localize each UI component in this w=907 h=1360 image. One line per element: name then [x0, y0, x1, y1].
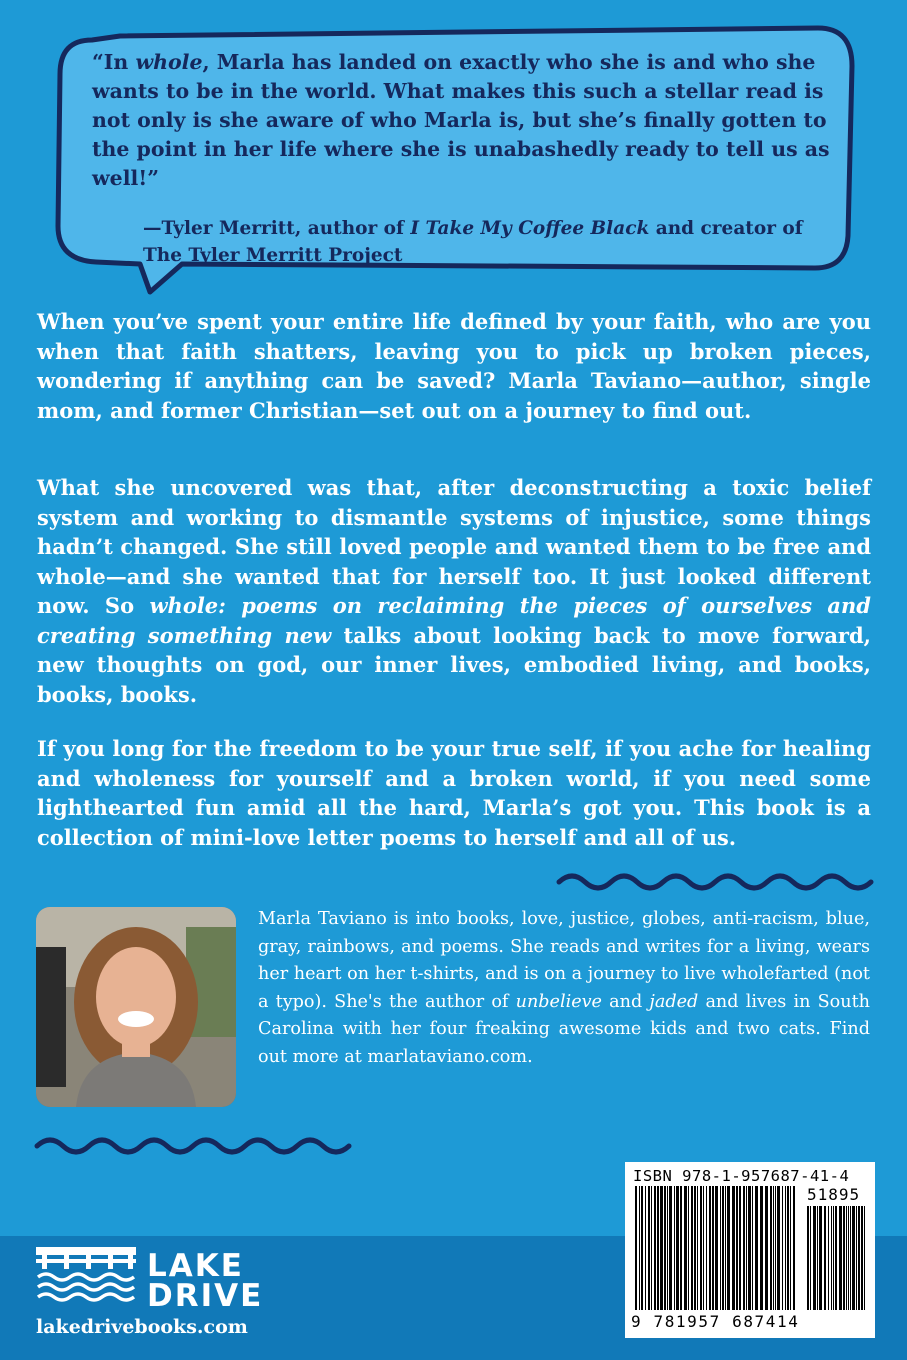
barcode-bar — [709, 1186, 711, 1310]
barcode-bar — [813, 1206, 816, 1310]
barcode-bar — [770, 1186, 772, 1310]
barcode-bar — [824, 1206, 826, 1310]
publisher-website[interactable]: lakedrivebooks.com — [36, 1316, 248, 1338]
description-paragraph-2 — [37, 473, 871, 709]
barcode-bar — [777, 1186, 780, 1310]
barcode-bar — [732, 1186, 735, 1310]
barcode-bar — [787, 1186, 789, 1310]
barcode-bar — [691, 1186, 693, 1310]
author-bio — [258, 906, 870, 1071]
barcode-bar — [739, 1186, 741, 1310]
author-portrait-icon — [36, 907, 236, 1107]
barcode-area — [625, 1162, 875, 1338]
barcode-bar — [765, 1186, 768, 1310]
barcode-bar — [817, 1206, 818, 1310]
ean5-number: 51895 — [807, 1185, 861, 1204]
text-segment: Marla Taviano is into books, love, justice, globes, anti-racism, blue, gray, rainbows, and poems. She reads and writes for a living, wears her heart on her t-shirts, and is on a journey to live wholefarted (not a typo). She's the author of — [258, 909, 870, 1012]
barcode-bar — [807, 1206, 809, 1310]
text-segment: and creator of The Tyler Merritt Project — [143, 218, 803, 266]
barcode-bar — [680, 1186, 682, 1310]
text-segment: When you’ve spent your entire life defined by your faith, who are you when that faith shatters, leaving you to pick up broken pieces, wondering if anything can be saved? Marla Taviano—author, single mom, and former Christian—set out on a journey to find out. — [37, 309, 871, 423]
endorsement-attribution — [143, 215, 823, 269]
barcode-bar — [858, 1206, 860, 1310]
barcode-bar — [846, 1206, 847, 1310]
barcode-bar — [790, 1186, 791, 1310]
author-photo — [36, 907, 236, 1107]
italic-text: whole: poems on reclaiming the pieces of ourselves and creating something new — [37, 593, 871, 648]
endorsement-quote — [92, 48, 832, 193]
text-segment: and — [601, 991, 650, 1012]
italic-text: unbelieve — [515, 991, 602, 1012]
barcode-bar — [657, 1186, 659, 1310]
barcode-bar — [641, 1186, 643, 1310]
barcode-bar — [828, 1206, 829, 1310]
barcode-bar — [700, 1186, 702, 1310]
barcode-bar — [703, 1186, 704, 1310]
wave-divider-bottom — [33, 1132, 353, 1158]
barcode-bar — [684, 1186, 687, 1310]
text-segment: talks about looking back to move forward, new thoughts on god, our inner lives, embodied living, and books, books, books. — [37, 622, 871, 707]
barcode-bar — [639, 1186, 640, 1310]
barcode-bar — [773, 1186, 774, 1310]
barcode-bar — [856, 1206, 857, 1310]
barcode-bar — [712, 1186, 714, 1310]
barcode-bar — [664, 1186, 666, 1310]
description-paragraph-1 — [37, 307, 871, 425]
barcode-bar — [810, 1206, 811, 1310]
barcode-bar — [864, 1206, 865, 1310]
barcode-bar — [694, 1186, 696, 1310]
barcode-bar — [752, 1186, 753, 1310]
publisher-name-line1: LAKE — [147, 1248, 244, 1284]
barcode-bar — [669, 1186, 672, 1310]
barcode-bar — [674, 1186, 675, 1310]
barcode-bar — [760, 1186, 763, 1310]
italic-text: whole — [135, 50, 203, 74]
barcode-bar — [715, 1186, 718, 1310]
description-paragraph-3 — [37, 734, 871, 852]
barcode-bar — [720, 1186, 721, 1310]
text-segment: and lives in South Carolina with her four freaking awesome kids and two cats. Find out more at marlataviano.com. — [258, 991, 870, 1067]
barcode-bar — [835, 1206, 837, 1310]
barcode-bar — [635, 1186, 637, 1310]
barcode-bar — [831, 1206, 832, 1310]
ean13-number: 9 781957 687414 — [631, 1312, 800, 1331]
barcode-bar — [676, 1186, 679, 1310]
barcode-bar — [848, 1206, 849, 1310]
barcode-bar — [667, 1186, 668, 1310]
barcode-bar — [725, 1186, 726, 1310]
barcode-bar — [660, 1186, 663, 1310]
barcode-bar — [727, 1186, 730, 1310]
barcode-bar — [819, 1206, 822, 1310]
text-segment: , Marla has landed on exactly who she is and who she wants to be in the world. What makes this such a stellar read is not only is she aware of who Marla is, but she’s finally gotten to the point in her life where she is unabashedly ready to tell us as well!” — [92, 50, 830, 190]
barcode-bar — [833, 1206, 834, 1310]
barcode-bar — [852, 1206, 855, 1310]
text-segment: —Tyler Merritt, author of — [143, 218, 411, 239]
barcode-bar — [697, 1186, 698, 1310]
barcode-bar — [706, 1186, 707, 1310]
barcode-bar — [782, 1186, 783, 1310]
barcode-bar — [850, 1206, 851, 1310]
isbn-label: ISBN 978-1-957687-41-4 — [633, 1167, 850, 1185]
barcode-bar — [722, 1186, 724, 1310]
barcode-bar — [785, 1186, 786, 1310]
barcode-bar — [746, 1186, 747, 1310]
barcode-bar — [648, 1186, 650, 1310]
italic-text: I Take My Coffee Black — [410, 218, 650, 239]
publisher-name-line2: DRIVE — [147, 1278, 264, 1314]
barcode-bar — [755, 1186, 758, 1310]
bridge-waves-icon — [36, 1245, 136, 1307]
barcode-bar — [843, 1206, 845, 1310]
text-segment: “In — [92, 50, 136, 74]
italic-text: jaded — [649, 991, 699, 1012]
text-segment: What she uncovered was that, after deconstructing a toxic belief system and working to dismantle systems of injustice, some things hadn’t changed. She still loved people and wanted them to be free and whole—and she wanted that for herself too. It just looked different now. So — [37, 475, 871, 618]
barcode-bar — [793, 1186, 795, 1310]
barcode-bar — [861, 1206, 863, 1310]
barcode-bar — [839, 1206, 842, 1310]
wave-divider-top — [555, 868, 875, 894]
text-segment: If you long for the freedom to be your true self, if you ache for healing and wholeness for yourself and a broken world, if you need some lighthearted fun amid all the hard, Marla’s got you. This book is a collection of mini-love letter poems to herself and all of us. — [37, 736, 871, 850]
barcode-bar — [645, 1186, 646, 1310]
barcode-bar — [736, 1186, 738, 1310]
barcode-bar — [651, 1186, 652, 1310]
barcode-bar — [748, 1186, 751, 1310]
barcode-bar — [688, 1186, 689, 1310]
barcode-bar — [775, 1186, 776, 1310]
barcode-bar — [654, 1186, 656, 1310]
barcode-bar — [743, 1186, 745, 1310]
